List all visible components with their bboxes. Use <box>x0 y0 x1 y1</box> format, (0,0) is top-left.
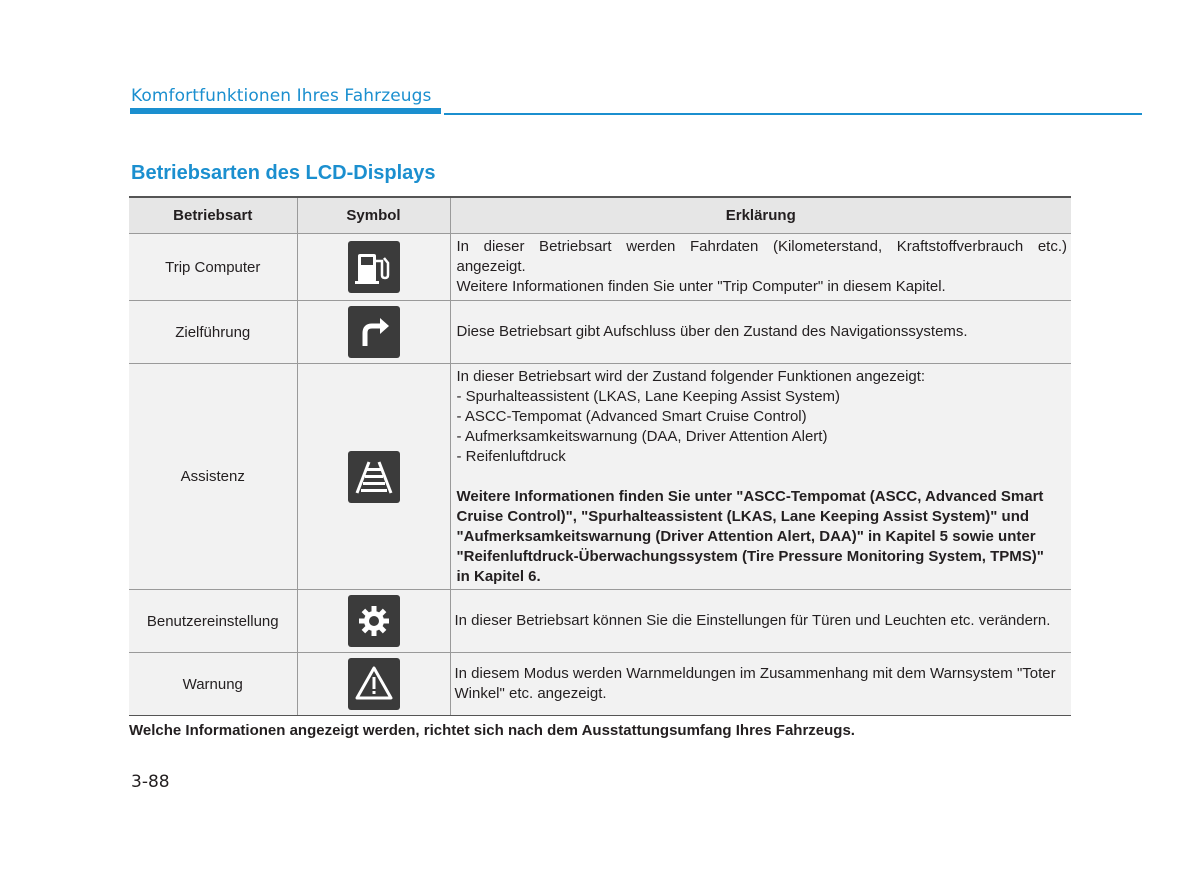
table-header-row <box>129 197 1071 234</box>
symbol-cell <box>297 653 450 716</box>
mode-name: Assistenz <box>129 364 297 590</box>
explanation-list-item: - Spurhalteassistent (LKAS, Lane Keeping Assist System) <box>456 387 841 405</box>
display-modes-table <box>129 196 1071 716</box>
explanation-cell <box>450 301 1071 364</box>
column-header-symbol: Symbol <box>297 197 450 234</box>
symbol-cell <box>297 301 450 364</box>
chapter-header: Komfortfunktionen Ihres Fahrzeugs <box>131 86 432 106</box>
table-row <box>129 301 1071 364</box>
table-row <box>129 590 1071 653</box>
column-header-explanation: Erklärung <box>450 197 1071 234</box>
explanation-text: In diesem Modus werden Warnmeldungen im Zusammenhang mit dem Warnsystem "Toter Winkel" etc. angezeigt. <box>454 665 1056 702</box>
explanation-cell <box>450 364 1071 590</box>
explanation-list-item: - Aufmerksamkeitswarnung (DAA, Driver Attention Alert) <box>456 427 828 445</box>
section-title: Betriebsarten des LCD-Displays <box>131 162 436 184</box>
header-rule <box>444 113 1142 115</box>
table-row <box>129 364 1071 590</box>
mode-name: Benutzereinstellung <box>129 590 297 653</box>
explanation-text: In dieser Betriebsart wird der Zustand folgender Funktionen angezeigt: <box>456 367 926 385</box>
symbol-cell <box>297 234 450 301</box>
mode-name: Trip Computer <box>129 234 297 301</box>
explanation-text: In dieser Betriebsart werden Fahrdaten (Kilometerstand, Kraftstoffverbrauch etc.) angezeigt. <box>456 238 1067 275</box>
header-bar-accent <box>130 108 441 114</box>
explanation-text: Diese Betriebsart gibt Aufschluss über den Zustand des Navigationssystems. <box>456 323 968 340</box>
symbol-cell <box>297 364 450 590</box>
symbol-cell <box>297 590 450 653</box>
warning-triangle-icon <box>348 658 400 710</box>
explanation-cell <box>450 590 1071 653</box>
gear-icon <box>348 595 400 647</box>
table-row <box>129 653 1071 716</box>
mode-name: Warnung <box>129 653 297 716</box>
page-number: 3-88 <box>131 772 170 792</box>
table-row <box>129 234 1071 301</box>
explanation-list-item: - Reifenluftdruck <box>456 447 566 465</box>
fuel-pump-icon <box>348 241 400 293</box>
explanation-reference: Weitere Informationen finden Sie unter "ASCC-Tempomat (ASCC, Advanced Smart Cruise Control)", "Spurhalteassistent (LKAS, Lane Keeping Assist System)" und "Aufmerksamkeitswarnung (Driver Attention Alert, DAA)" in Kapitel 5 sowie unter "Reifenluftdruck-Überwachungssystem (Tire Pressure Monitoring System, TPMS)" in Kapitel 6. <box>456 487 1044 585</box>
explanation-text: Weitere Informationen finden Sie unter "Trip Computer" in diesem Kapitel. <box>456 278 946 295</box>
explanation-list-item: - ASCC-Tempomat (Advanced Smart Cruise Control) <box>456 407 807 425</box>
turn-right-arrow-icon <box>348 306 400 358</box>
mode-name: Zielführung <box>129 301 297 364</box>
column-header-mode: Betriebsart <box>129 197 297 234</box>
lane-assist-icon <box>348 451 400 503</box>
footnote: Welche Informationen angezeigt werden, richtet sich nach dem Ausstattungsumfang Ihres Fahrzeugs. <box>129 722 855 739</box>
explanation-cell <box>450 234 1071 301</box>
explanation-cell <box>450 653 1071 716</box>
explanation-text: In dieser Betriebsart können Sie die Einstellungen für Türen und Leuchten etc. verändern. <box>454 612 1051 629</box>
